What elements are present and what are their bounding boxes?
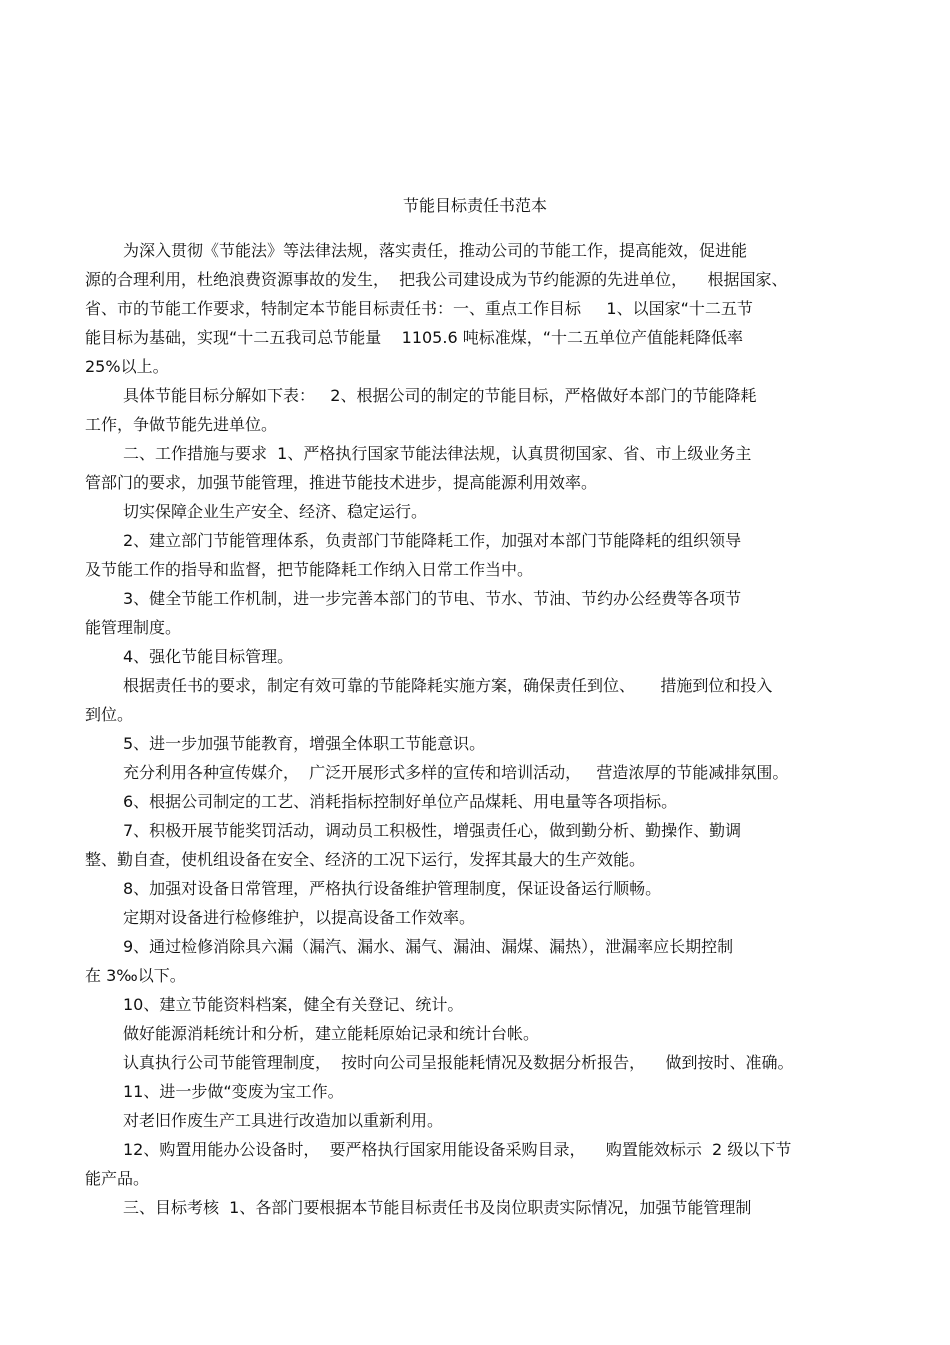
paragraph-line: 5、进一步加强节能教育，增强全体职工节能意识。	[123, 734, 486, 753]
paragraph-line: 7、积极开展节能奖罚活动，调动员工积极性，增强责任心，做到勤分析、勤操作、勤调	[123, 821, 742, 840]
paragraph-line: 定期对设备进行检修维护，以提高设备工作效率。	[123, 908, 476, 927]
paragraph-line: 认真执行公司节能管理制度， 按时向公司呈报能耗情况及数据分析报告， 做到按时、准确。	[123, 1053, 794, 1072]
paragraph-line: 省、市的节能工作要求，特制定本节能目标责任书：一、重点工作目标 1、以国家“十二五节	[85, 299, 753, 318]
paragraph-line: 充分利用各种宣传媒介， 广泛开展形式多样的宣传和培训活动， 营造浓厚的节能减排氛围。	[123, 763, 789, 782]
paragraph-line: 能产品。	[85, 1169, 150, 1188]
paragraph-line: 6、根据公司制定的工艺、消耗指标控制好单位产品煤耗、用电量等各项指标。	[123, 792, 678, 811]
paragraph-line: 源的合理利用，杜绝浪费资源事故的发生， 把我公司建设成为节约能源的先进单位， 根据国家、	[85, 270, 788, 289]
paragraph-line: 具体节能目标分解如下表： 2、根据公司的制定的节能目标，严格做好本部门的节能降耗	[123, 386, 757, 405]
paragraph-line: 9、通过检修消除具六漏（漏汽、漏水、漏气、漏油、漏煤、漏热），泄漏率应长期控制	[123, 937, 734, 956]
paragraph-line: 10、建立节能资料档案，健全有关登记、统计。	[123, 995, 464, 1014]
paragraph-line: 三、目标考核 1、各部门要根据本节能目标责任书及岗位职责实际情况，加强节能管理制	[123, 1198, 752, 1217]
paragraph-line: 对老旧作废生产工具进行改造加以重新利用。	[123, 1111, 444, 1130]
paragraph-line: 工作，争做节能先进单位。	[85, 415, 278, 434]
paragraph-line: 做好能源消耗统计和分析，建立能耗原始记录和统计台帐。	[123, 1024, 540, 1043]
paragraph-line: 切实保障企业生产安全、经济、稳定运行。	[123, 502, 428, 521]
paragraph-line: 3、健全节能工作机制，进一步完善本部门的节电、节水、节油、节约办公经费等各项节	[123, 589, 742, 608]
paragraph-line: 25%以上。	[85, 357, 169, 376]
paragraph-line: 8、加强对设备日常管理，严格执行设备维护管理制度，保证设备运行顺畅。	[123, 879, 662, 898]
paragraph-line: 4、强化节能目标管理。	[123, 647, 294, 666]
paragraph-line: 11、进一步做“变废为宝工作。	[123, 1082, 344, 1101]
paragraph-line: 2、建立部门节能管理体系，负责部门节能降耗工作，加强对本部门节能降耗的组织领导	[123, 531, 742, 550]
paragraph-line: 能管理制度。	[85, 618, 182, 637]
paragraph-line: 整、勤自查，使机组设备在安全、经济的工况下运行，发挥其最大的生产效能。	[85, 850, 646, 869]
paragraph-line: 为深入贯彻《节能法》等法律法规，落实责任，推动公司的节能工作，提高能效，促进能	[123, 241, 748, 260]
paragraph-line: 及节能工作的指导和监督，把节能降耗工作纳入日常工作当中。	[85, 560, 534, 579]
paragraph-line: 12、购置用能办公设备时， 要严格执行国家用能设备采购目录， 购置能效标示 2 级以下节	[123, 1140, 792, 1159]
paragraph-line: 二、工作措施与要求 1、严格执行国家节能法律法规，认真贯彻国家、省、市上级业务主	[123, 444, 752, 463]
paragraph-line: 能目标为基础，实现“十二五我司总节能量 1105.6 吨标准煤，“十二五单位产值能耗降低率	[85, 328, 743, 347]
paragraph-line: 在 3‰以下。	[85, 966, 186, 985]
paragraph-line: 管部门的要求，加强节能管理，推进节能技术进步，提高能源利用效率。	[85, 473, 598, 492]
paragraph-line: 根据责任书的要求，制定有效可靠的节能降耗实施方案，确保责任到位、 措施到位和投入	[123, 676, 773, 695]
document-title: 节能目标责任书范本	[402, 196, 547, 215]
paragraph-line: 到位。	[85, 705, 134, 724]
